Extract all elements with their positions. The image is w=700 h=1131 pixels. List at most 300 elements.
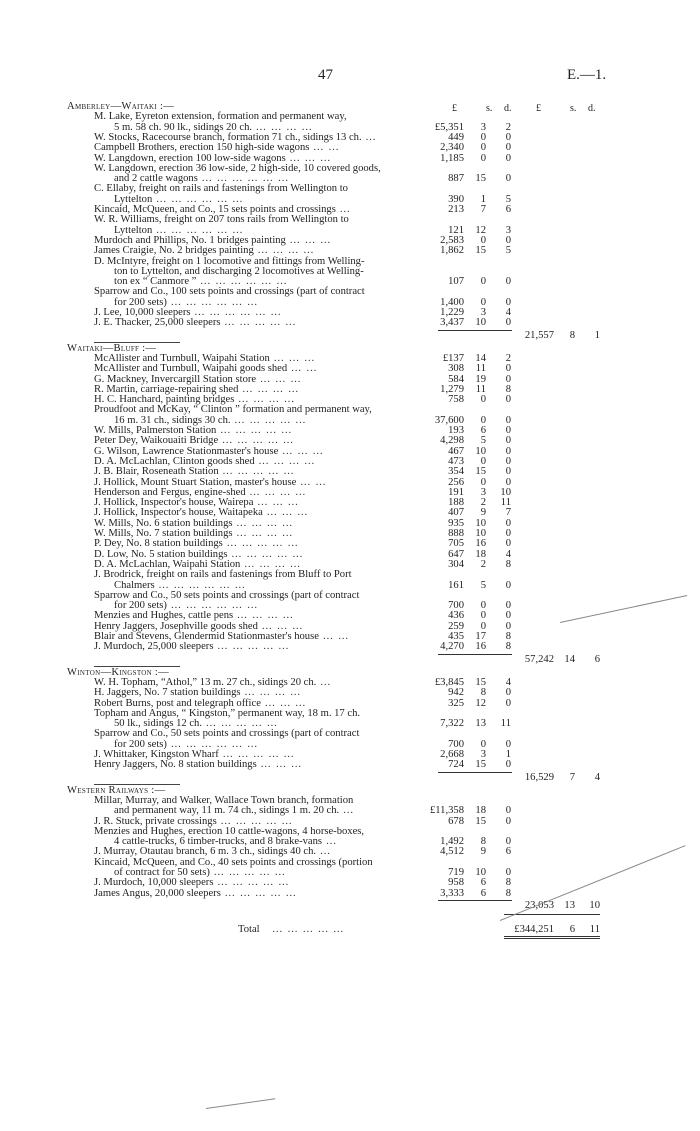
amount-shillings: 0 <box>480 455 486 467</box>
entry-text: C. Ellaby, freight on rails and fastenings from Wellington to <box>94 183 348 195</box>
dot-leaders: … … … … … <box>230 414 307 426</box>
dot-leaders: … … … … … <box>218 749 296 760</box>
amount-shillings: 0 <box>480 414 486 426</box>
dot-leaders: … … … <box>285 152 332 164</box>
amount-pounds: 193 <box>448 425 464 436</box>
amount-pence: 2 <box>505 352 511 364</box>
entry-text: Millar, Murray, and Walker, Wallace Town branch, formation <box>94 794 354 806</box>
amount-pounds: 2,340 <box>440 142 464 154</box>
amount-shillings: 10 <box>475 445 486 457</box>
amount-shillings: 0 <box>480 476 486 488</box>
dot-leaders: … … <box>287 363 318 375</box>
dot-leaders: … … … … … <box>272 923 345 935</box>
amount-shillings: 14 <box>475 352 486 364</box>
entry-text: P. Dey, No. 8 station buildings <box>94 538 223 550</box>
dot-leaders: … … … … … … <box>196 276 288 288</box>
entry-text: D. McIntyre, freight on 1 locomotive and fittings from Welling- <box>94 255 365 267</box>
column-header-total-pence: d. <box>588 103 596 114</box>
entry-text: for 200 sets) <box>114 296 167 308</box>
column-header-shillings: s. <box>486 103 493 114</box>
amount-shillings: 2 <box>480 497 486 509</box>
amount-pence: 0 <box>505 476 511 488</box>
amount-shillings: 10 <box>475 528 486 539</box>
amount-shillings: 3 <box>480 121 486 133</box>
amount-pounds: 7,322 <box>440 718 464 730</box>
amount-shillings: 15 <box>475 466 486 478</box>
entry-text: Topham and Angus, “ Kingston,” permanent way, 18 m. 17 ch. <box>94 707 361 719</box>
amount-pounds: 308 <box>448 363 464 375</box>
amount-pence: 0 <box>505 276 511 288</box>
subtotal-pounds: 23,053 <box>524 899 554 911</box>
amount-pence: 0 <box>505 517 511 529</box>
total-shillings: 6 <box>569 923 575 935</box>
total-pounds: £344,251 <box>514 923 554 935</box>
amount-pence: 0 <box>505 173 511 185</box>
entry-text: J. Brodrick, freight on rails and fastenings from Bluff to Port <box>94 569 352 581</box>
amount-pounds: 449 <box>448 131 464 143</box>
amount-pence: 0 <box>505 697 511 709</box>
entry-text: J. Murdoch, 10,000 sleepers <box>94 877 214 889</box>
dot-leaders: … … … … … … <box>152 224 244 236</box>
dot-leaders: … … … … … … <box>166 296 259 308</box>
amount-pounds: 700 <box>448 600 464 612</box>
amount-pounds: 1,279 <box>440 383 464 395</box>
entry-text: James Angus, 20,000 sleepers <box>94 887 221 899</box>
amount-shillings: 9 <box>480 507 486 519</box>
amount-shillings: 19 <box>475 373 486 385</box>
dot-leaders: … … … <box>256 759 303 771</box>
dot-leaders: … … <box>318 631 350 642</box>
amount-pounds: 700 <box>448 738 464 750</box>
dot-leaders: … … … … <box>240 558 302 570</box>
amount-pounds: 724 <box>448 759 464 771</box>
entry-text: 4 cattle-trucks, 6 timber-trucks, and 8 brake-vans <box>114 836 323 848</box>
amount-pounds: 354 <box>448 466 464 478</box>
amount-shillings: 1 <box>480 193 486 205</box>
amount-shillings: 0 <box>480 394 486 406</box>
amount-pounds: 678 <box>448 815 464 827</box>
dot-leaders: … … … <box>257 620 304 632</box>
amount-pence: 0 <box>505 600 511 612</box>
entry-text: Henry Jaggers, Josephville goods shed <box>94 620 258 632</box>
amount-pence: 8 <box>505 558 511 570</box>
amount-shillings: 12 <box>475 697 486 709</box>
amount-pence: 0 <box>505 373 511 385</box>
entry-description <box>94 642 290 652</box>
amount-pence: 8 <box>505 877 511 889</box>
amount-pence: 3 <box>505 224 511 236</box>
dot-leaders: … … … … … <box>218 435 295 447</box>
amount-pounds: £137 <box>442 352 464 364</box>
amount-shillings: 5 <box>480 579 486 591</box>
amount-pounds: 121 <box>448 224 464 236</box>
amount-shillings: 6 <box>480 877 486 889</box>
amount-pounds: 407 <box>448 507 464 519</box>
amount-pence: 0 <box>505 759 511 771</box>
subtotal-pounds: 57,242 <box>524 653 554 665</box>
amount-shillings: 16 <box>475 641 486 653</box>
amount-pence: 11 <box>500 497 511 509</box>
dot-leaders: … … … … <box>253 245 315 257</box>
amount-shillings: 9 <box>480 846 486 858</box>
amount-shillings: 3 <box>480 749 486 760</box>
amount-pence: 0 <box>505 394 511 406</box>
amount-pence: 8 <box>505 383 511 395</box>
entry-text: J. Murdoch, 25,000 sleepers <box>94 641 214 653</box>
entry-text: H. Jaggers, No. 7 station buildings <box>94 687 241 699</box>
column-header-total-pounds: £ <box>536 103 541 114</box>
table-row <box>0 889 700 899</box>
dot-leaders: … <box>361 131 377 143</box>
amount-shillings: 0 <box>480 296 486 308</box>
dot-leaders: … … … … <box>240 687 302 699</box>
amount-pence: 4 <box>505 307 511 318</box>
dot-leaders: … … … <box>285 234 332 246</box>
table-row <box>0 901 700 911</box>
table-row <box>0 318 700 328</box>
entry-text: W. Langdown, erection 36 low-side, 2 high-side, 10 covered goods, <box>94 162 381 174</box>
amount-pence: 8 <box>505 631 511 642</box>
entry-text: 16 m. 31 ch., sidings 30 ch. <box>114 414 231 426</box>
subtotal-pence: 10 <box>589 899 600 911</box>
subtotal-pence: 4 <box>594 771 600 783</box>
dot-leaders: … … <box>296 476 327 488</box>
dot-leaders: … … … … … <box>213 641 290 653</box>
amount-pounds: 37,600 <box>434 414 464 426</box>
entry-text: D. A. McLachlan, Clinton goods shed <box>94 455 255 467</box>
dot-leaders: … <box>335 204 352 215</box>
amount-shillings: 0 <box>480 152 486 164</box>
dot-leaders: … … … … … <box>220 317 297 329</box>
amount-pence: 0 <box>505 425 511 436</box>
entry-text: and permanent way, 11 m. 74 ch., sidings 1 m. 20 ch. <box>114 805 340 817</box>
dot-leaders: … … … <box>278 445 325 457</box>
section-title: Waitaki—Bluff :— <box>67 342 157 354</box>
amount-shillings: 10 <box>475 867 486 878</box>
dot-leaders: … … … … … … <box>190 307 282 318</box>
dot-leaders: … … … … … <box>216 815 293 827</box>
amount-pounds: 435 <box>448 631 464 642</box>
entry-text: for 200 sets) <box>114 738 167 750</box>
dot-leaders: … … … … … … <box>154 579 247 591</box>
dot-leaders: … … … … <box>238 383 300 395</box>
amount-pence: 0 <box>505 296 511 308</box>
amount-pounds: 4,298 <box>440 435 464 447</box>
amount-pence: 7 <box>505 507 511 519</box>
amount-pounds: 1,400 <box>440 296 464 308</box>
amount-pence: 0 <box>505 445 511 457</box>
amount-pounds: 256 <box>448 476 464 488</box>
entry-text: G. Mackney, Invercargill Station store <box>94 373 257 385</box>
entry-text: Robert Burns, post and telegraph office <box>94 697 261 709</box>
amount-pounds: 467 <box>448 445 464 457</box>
amount-shillings: 15 <box>475 676 486 688</box>
entry-text: Kincaid, McQueen, and Co., 40 sets points and crossings (portion <box>94 856 373 868</box>
amount-pounds: 705 <box>448 538 464 550</box>
amount-shillings: 0 <box>480 738 486 750</box>
table-row <box>0 184 700 194</box>
margin-mark <box>206 1098 275 1109</box>
amount-pence: 0 <box>505 435 511 447</box>
amount-pence: 0 <box>505 867 511 878</box>
amount-pounds: 584 <box>448 373 464 385</box>
amount-pounds: 1,492 <box>440 836 464 848</box>
amount-pence: 0 <box>505 363 511 375</box>
amount-shillings: 0 <box>480 620 486 632</box>
amount-pence: 1 <box>505 749 511 760</box>
amount-shillings: 13 <box>475 718 486 730</box>
amount-shillings: 17 <box>475 631 486 642</box>
amount-pence: 8 <box>505 887 511 899</box>
table-row <box>0 591 700 601</box>
entry-text: McAllister and Turnbull, Waipahi goods shed <box>94 363 288 375</box>
table-row <box>0 287 700 297</box>
dot-leaders: … … … … <box>232 528 294 539</box>
dot-leaders: … … <box>309 142 340 154</box>
entry-text: Henry Jaggers, No. 8 station buildings <box>94 759 257 771</box>
amount-pence: 0 <box>505 528 511 539</box>
section-title: Western Railways :— <box>67 784 166 796</box>
entry-text: J. R. Stuck, private crossings <box>94 815 217 827</box>
amount-pence: 10 <box>500 486 511 498</box>
entry-text: W. Mills, No. 6 station buildings <box>94 517 233 529</box>
amount-shillings: 15 <box>475 759 486 771</box>
dot-leaders: … … … … … <box>216 425 293 436</box>
amount-pence: 6 <box>505 204 511 215</box>
entry-text: W. R. Williams, freight on 207 tons rails from Wellington to <box>94 214 349 226</box>
dot-leaders: … … … <box>260 697 307 709</box>
entry-text: Sparrow and Co., 100 sets points and crossings (part of contract <box>94 286 365 298</box>
amount-pence: 0 <box>505 805 511 817</box>
entry-text: Henderson and Fergus, engine-shed <box>94 486 246 498</box>
amount-pence: 0 <box>505 455 511 467</box>
entry-text: J. Hollick, Mount Stuart Station, master's house <box>94 476 297 488</box>
entry-text: of contract for 50 sets) <box>114 867 210 878</box>
amount-shillings: 12 <box>475 224 486 236</box>
amount-pounds: 191 <box>448 486 464 498</box>
amount-pounds: 4,512 <box>440 846 464 858</box>
page-number: 47 <box>318 67 333 83</box>
entry-text: McAllister and Turnbull, Waipahi Station <box>94 352 270 364</box>
dot-leaders: … … … … … <box>222 538 300 550</box>
dot-leaders: … … … … <box>232 517 294 529</box>
entry-description <box>94 318 297 328</box>
amount-pence: 0 <box>505 317 511 329</box>
total-double-rule <box>504 936 600 939</box>
entry-text: Murdoch and Phillips, No. 1 bridges painting <box>94 234 286 246</box>
section-title: Amberley—Waitaki :— <box>67 101 175 112</box>
subtotal-pounds: 16,529 <box>524 771 554 783</box>
subtotal-shillings: 14 <box>564 653 575 665</box>
table-row <box>0 925 700 935</box>
entry-text: J. Lee, 10,000 sleepers <box>94 307 191 318</box>
amount-pence: 0 <box>505 466 511 478</box>
amount-shillings: 6 <box>480 425 486 436</box>
dot-leaders: … … … … … <box>213 877 290 889</box>
entry-text: Menzies and Hughes, cattle pens <box>94 610 234 622</box>
dot-leaders: … … … … … <box>202 718 279 730</box>
amount-shillings: 0 <box>480 234 486 246</box>
dot-leaders: … … … <box>253 497 300 509</box>
amount-pounds: £3,845 <box>434 676 464 688</box>
subtotal-pence: 1 <box>594 329 600 341</box>
table-row <box>0 773 700 783</box>
dot-leaders: … … … … <box>254 455 316 467</box>
dot-leaders: … … … <box>256 373 302 385</box>
subtotal-shillings: 7 <box>569 771 575 783</box>
dot-leaders: … … … … … … <box>166 738 259 750</box>
amount-shillings: 15 <box>475 173 486 185</box>
table-row <box>0 655 700 665</box>
amount-shillings: 0 <box>480 610 486 622</box>
amount-pounds: 325 <box>448 697 464 709</box>
amount-shillings: 10 <box>475 517 486 529</box>
entry-text: Blair and Stevens, Glendermid Stationmaster's house <box>94 631 319 642</box>
dot-leaders: … <box>339 805 355 817</box>
amount-pounds: 758 <box>448 394 464 406</box>
entry-text: J. Hollick, Inspector's house, Wairepa <box>94 497 254 509</box>
amount-shillings: 10 <box>475 317 486 329</box>
table-row <box>0 642 700 652</box>
amount-pence: 0 <box>505 152 511 164</box>
entry-text: Peter Dey, Waikouaiti Bridge <box>94 435 219 447</box>
table-row <box>0 760 700 770</box>
dot-leaders: … … … … … … <box>152 193 244 205</box>
table-row <box>0 827 700 837</box>
entry-text: J. E. Thacker, 25,000 sleepers <box>94 317 221 329</box>
subtotal-pence: 6 <box>594 653 600 665</box>
amount-pence: 0 <box>505 414 511 426</box>
entry-text: W. H. Topham, “Athol,” 13 m. 27 ch., sidings 20 ch. <box>94 676 317 688</box>
dot-leaders: … … … … … <box>220 887 298 899</box>
amount-pounds: 887 <box>448 173 464 185</box>
amount-pounds: £5,351 <box>434 121 464 133</box>
amount-pounds: 942 <box>448 687 464 699</box>
amount-shillings: 0 <box>480 276 486 288</box>
amount-pounds: 473 <box>448 455 464 467</box>
amount-pounds: 188 <box>448 497 464 509</box>
entry-text: 5 m. 58 ch. 90 lk., sidings 20 ch. <box>114 121 253 133</box>
entry-text: D. A. McLachlan, Waipahi Station <box>94 558 241 570</box>
table-row <box>0 858 700 868</box>
amount-pounds: 259 <box>448 620 464 632</box>
entry-text: Kincaid, McQueen, and Co., 15 sets points and crossings <box>94 204 336 215</box>
dot-leaders: … … … … <box>234 394 296 406</box>
dot-leaders: … … … … <box>252 121 313 133</box>
amount-shillings: 15 <box>475 815 486 827</box>
dot-leaders: … … … … … <box>227 548 304 560</box>
dot-leaders: … … … <box>269 352 316 364</box>
amount-pounds: 1,229 <box>440 307 464 318</box>
entry-text: G. Wilson, Lawrence Stationmaster's house <box>94 445 279 457</box>
amount-pence: 0 <box>505 815 511 827</box>
amount-shillings: 8 <box>480 687 486 699</box>
total-pence: 11 <box>589 923 600 935</box>
amount-shillings: 11 <box>475 383 486 395</box>
subtotal-shillings: 13 <box>564 899 575 911</box>
entry-description <box>94 889 297 899</box>
amount-pence: 11 <box>500 718 511 730</box>
entry-text: Chalmers <box>114 579 155 591</box>
column-header-pounds: £ <box>452 103 457 114</box>
entry-text: 50 lk., sidings 12 ch. <box>114 718 202 730</box>
amount-pence: 4 <box>505 548 511 560</box>
amount-pounds: 1,862 <box>440 245 464 257</box>
dot-leaders: … … … … <box>233 610 295 622</box>
amount-shillings: 2 <box>480 558 486 570</box>
amount-pence: 8 <box>505 641 511 653</box>
dot-leaders: … … … … … <box>218 466 295 478</box>
entry-text: W. Mills, No. 7 station buildings <box>94 528 233 539</box>
entry-text: J. B. Blair, Roseneath Station <box>94 466 219 478</box>
dot-leaders: … <box>316 676 332 688</box>
amount-pounds: £11,358 <box>429 805 464 817</box>
amount-pence: 0 <box>505 579 511 591</box>
dot-leaders: … … … … … … <box>166 600 259 612</box>
total-label: Total <box>238 923 260 935</box>
subtotal-pounds: 21,557 <box>524 329 554 341</box>
entry-text: James Craigie, No. 2 bridges painting <box>94 245 254 257</box>
dot-leaders: … <box>316 846 332 858</box>
amount-pounds: 3,333 <box>440 887 464 899</box>
entry-text: Lyttelton <box>114 224 153 236</box>
entry-text: R. Martin, carriage-repairing shed <box>94 383 239 395</box>
amount-pounds: 304 <box>448 558 464 570</box>
amount-pounds: 888 <box>448 528 464 539</box>
entry-text: and 2 cattle wagons <box>114 173 198 185</box>
amount-pounds: 1,185 <box>440 152 464 164</box>
amount-pence: 0 <box>505 234 511 246</box>
amount-pounds: 390 <box>448 193 464 205</box>
amount-pence: 0 <box>505 836 511 848</box>
amount-pounds: 935 <box>448 517 464 529</box>
amount-shillings: 0 <box>480 142 486 154</box>
amount-shillings: 16 <box>475 538 486 550</box>
amount-pounds: 719 <box>448 867 464 878</box>
entry-description <box>94 760 302 770</box>
amount-pence: 2 <box>505 121 511 133</box>
entry-text: W. Langdown, erection 100 low-side wagons <box>94 152 286 164</box>
amount-shillings: 3 <box>480 307 486 318</box>
entry-text: W. Stocks, Racecourse branch, formation 71 ch., sidings 13 ch. <box>94 131 362 143</box>
entry-text: M. Lake, Eyreton extension, formation and permanent way, <box>94 111 347 123</box>
amount-pounds: 2,583 <box>440 234 464 246</box>
amount-pence: 6 <box>505 846 511 858</box>
dot-leaders: … <box>322 836 338 848</box>
amount-pounds: 2,668 <box>440 749 464 760</box>
entry-text: for 200 sets) <box>114 600 167 612</box>
amount-shillings: 3 <box>480 486 486 498</box>
amount-pounds: 213 <box>448 204 464 215</box>
table-row <box>0 215 700 225</box>
entry-text: ton to Lyttelton, and discharging 2 locomotives at Welling- <box>114 265 364 277</box>
entry-text: J. Hollick, Inspector's house, Waitapeka <box>94 507 263 519</box>
entry-text: J. Whittaker, Kingston Wharf <box>94 749 219 760</box>
dot-leaders: … … … … … <box>209 867 287 878</box>
amount-pounds: 958 <box>448 877 464 889</box>
amount-shillings: 0 <box>480 600 486 612</box>
amount-pence: 4 <box>505 676 511 688</box>
amount-pence: 0 <box>505 687 511 699</box>
amount-pounds: 3,437 <box>440 317 464 329</box>
entry-text: J. Murray, Otautau branch, 6 m. 3 ch., sidings 40 ch. <box>94 846 317 858</box>
amount-pence: 5 <box>505 193 511 205</box>
section-title: Winton—Kingston :— <box>67 666 170 678</box>
table-row <box>0 164 700 174</box>
entry-text: Sparrow and Co., 50 sets points and crossings (part of contract <box>94 589 360 601</box>
dot-leaders: … … … … … … <box>197 173 290 185</box>
amount-shillings: 11 <box>475 363 486 375</box>
